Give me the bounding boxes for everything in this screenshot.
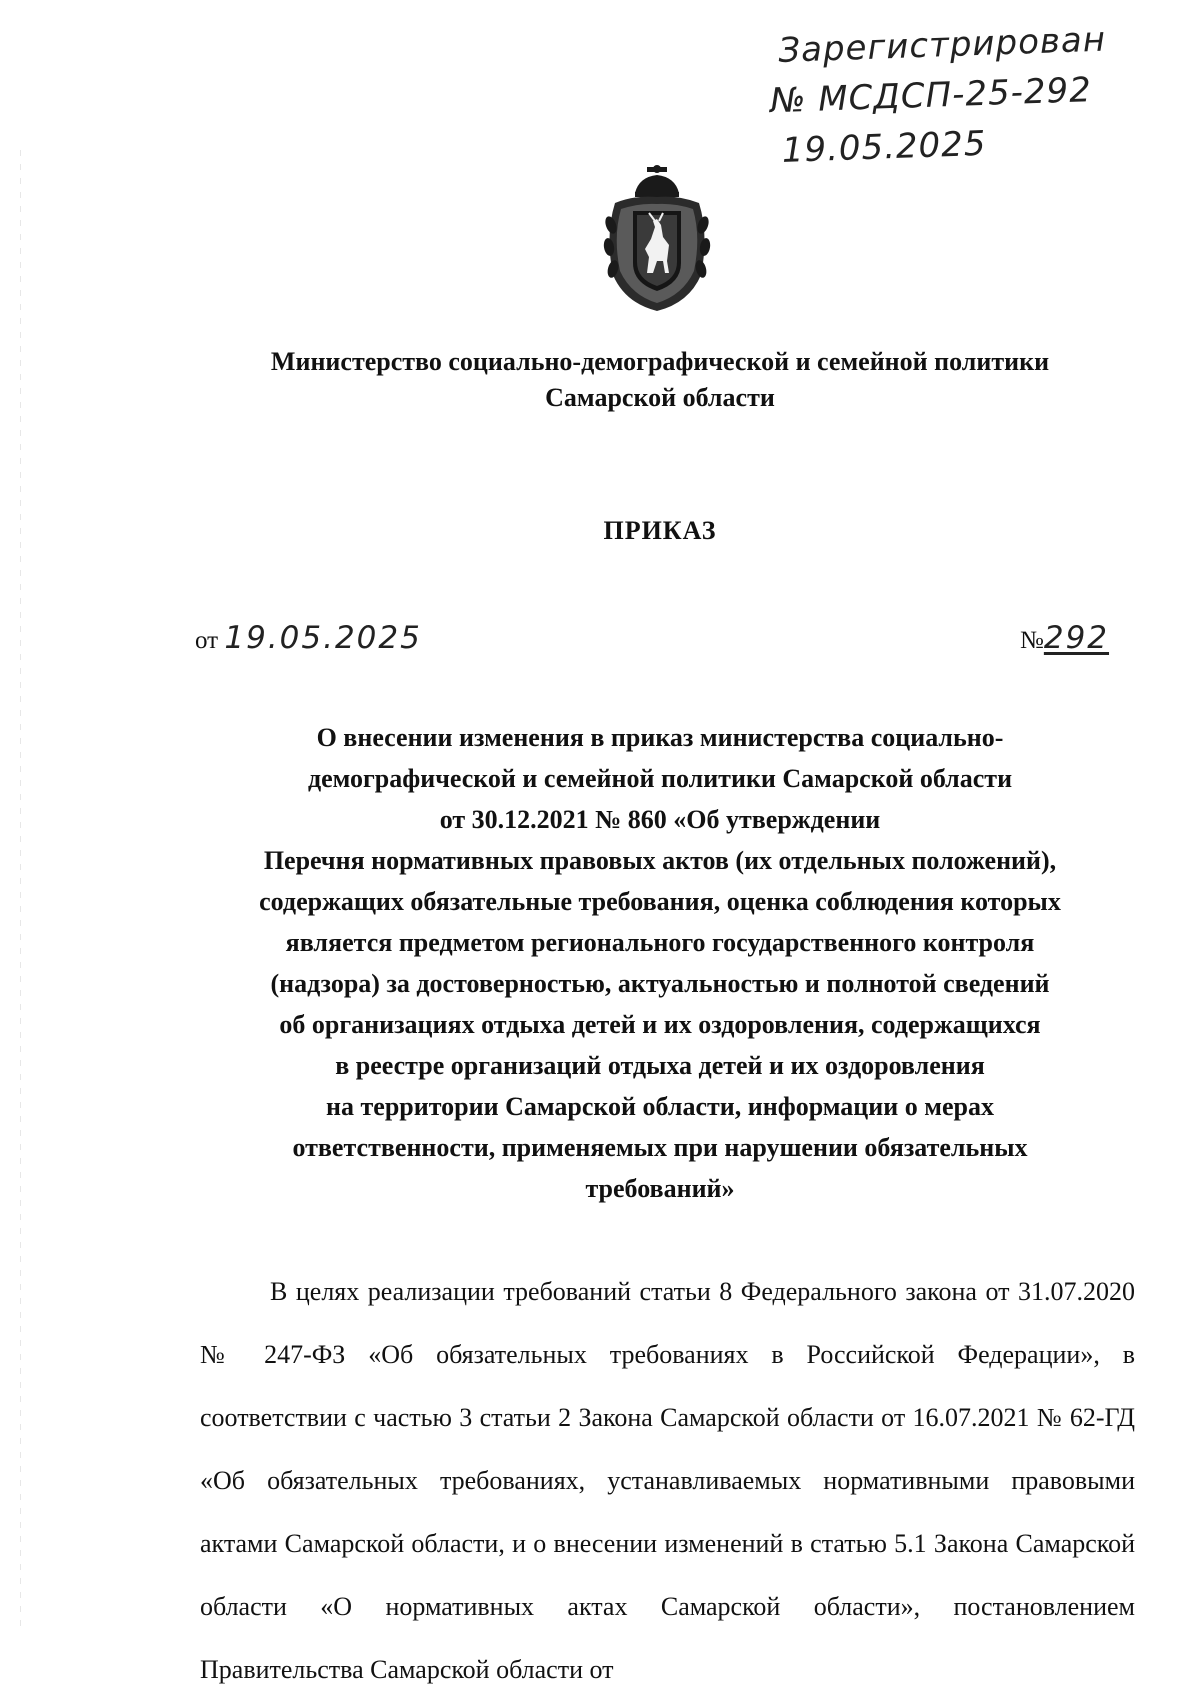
registration-handwritten-note	[767, 14, 1132, 176]
order-number	[1020, 620, 1109, 656]
subject-line: демографической и семейной политики Самарской области	[307, 764, 1013, 793]
subject-line: Перечня нормативных правовых актов (их отдельных положений),	[263, 846, 1057, 875]
order-subject	[200, 717, 1120, 1209]
subject-line: об организациях отдыха детей и их оздоровления, содержащихся	[279, 1010, 1041, 1039]
subject-line: содержащих обязательные требования, оценка соблюдения которых	[259, 887, 1061, 916]
subject-line: в реестре организаций отдыха детей и их оздоровления	[335, 1051, 985, 1080]
registration-note-line-3: 19.05.2025	[781, 123, 988, 171]
ministry-name-line-2: Самарской области	[545, 383, 775, 412]
subject-line: О внесении изменения в приказ министерства социально-	[316, 723, 1004, 752]
order-date-prefix: от	[195, 627, 219, 654]
document-type-title: ПРИКАЗ	[603, 516, 717, 545]
subject-line: ответственности, применяемых при нарушении обязательных	[292, 1133, 1028, 1162]
ministry-name-line-1: Министерство социально-демографической и семейной политики	[270, 347, 1050, 376]
registration-note-line-2: № МСДСП-25-292	[769, 70, 1093, 122]
ministry-name	[0, 344, 1200, 416]
order-date-value: 19.05.2025	[224, 620, 422, 656]
subject-line: требований»	[585, 1174, 735, 1203]
order-number-value: 292	[1043, 620, 1110, 656]
subject-line: (надзора) за достоверностью, актуальностью и полнотой сведений	[270, 969, 1050, 998]
samara-region-coat-of-arms-icon	[595, 165, 719, 315]
body-paragraph: В целях реализации требований статьи 8 Федерального закона от 31.07.2020 № 247-ФЗ «Об обязательных требованиях в Российской Федерации», в соответствии с частью 3 статьи 2 Закона Самарской области от 16.07.2021 № 62-ГД «Об обязательных требованиях, устанавливаемых нормативными правовыми актами Самарской области, и о внесении изменений в статью 5.1 Закона Самарской области «О нормативных актах Самарской области», постановлением Правительства Самарской области от	[200, 1277, 1135, 1684]
subject-line: на территории Самарской области, информации о мерах	[326, 1092, 994, 1121]
subject-line: является предметом регионального государственного контроля	[285, 928, 1035, 957]
order-number-prefix: №	[1020, 627, 1044, 654]
order-date	[195, 620, 422, 656]
registration-note-line-1: Зарегистрирован	[777, 19, 1107, 71]
subject-line: от 30.12.2021 № 860 «Об утверждении	[439, 805, 881, 834]
